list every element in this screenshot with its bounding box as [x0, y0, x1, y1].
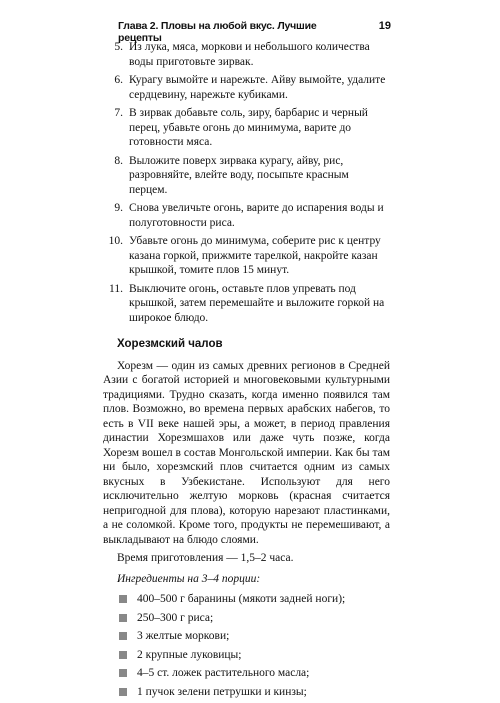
ingredient-text: 250–300 г риса;: [137, 611, 214, 624]
ingredient-item: [103, 629, 390, 644]
square-bullet-icon: [119, 651, 127, 659]
recipe-steps: [103, 40, 390, 325]
step-number: 5.: [114, 41, 123, 53]
step-text: Из лука, мяса, моркови и небольшого количества воды приготовьте зирвак.: [129, 41, 370, 68]
running-head: Глава 2. Пловы на любой вкус. Лучшие рецепты: [118, 20, 317, 44]
recipe-step: [103, 154, 390, 198]
ingredients-list: [103, 592, 390, 699]
ingredients-heading: Ингредиенты на 3–4 порции:: [117, 572, 261, 585]
ingredient-item: [103, 648, 390, 663]
recipe-step: [103, 201, 390, 230]
ingredient-item: [103, 611, 390, 626]
recipe-step: [103, 106, 390, 150]
section-paragraph: Хорезм — один из самых древних регионов в Средней Азии с богатой историей и многовековыми культурными традициями. Трудно сказать, когда именно появился там плов. Возможно, во времена первых арабских набегов, то есть в VII веке нашей эры, а может, в период правления династии Хорезмшахов или даже чуть позже, когда Хорезм вошел в состав Монгольской империи. Как бы там ни было, хорезмский плов считается одним из самых вкусных в Узбекистане. Используют для него исключительно желтую морковь (красная считается непригодной для плова), которую нарезают пластинками, а не соломкой. Кроме того, продукты не перемешивают, а выкладывают на блюдо слоями.: [103, 359, 390, 546]
step-text: Снова увеличьте огонь, варите до испарения воды и полуготовности риса.: [129, 202, 384, 229]
page-number: 19: [378, 20, 391, 32]
square-bullet-icon: [119, 595, 127, 603]
step-number: 9.: [114, 202, 123, 214]
ingredient-text: 400–500 г баранины (мякоти задней ноги);: [137, 593, 346, 605]
ingredient-text: 1 пучок зелени петрушки и кинзы;: [137, 685, 307, 698]
ingredient-item: [103, 666, 390, 681]
recipe-step: [103, 282, 390, 326]
recipe-step: [103, 40, 390, 69]
square-bullet-icon: [119, 688, 127, 696]
ingredient-item: [103, 592, 390, 607]
step-number: 7.: [114, 107, 123, 119]
square-bullet-icon: [119, 632, 127, 640]
step-text: Убавьте огонь до минимума, соберите рис к центру казана горкой, прижмите тарелкой, накройте казан крышкой, томите плов 15 минут.: [129, 235, 381, 276]
step-text: Выключите огонь, оставьте плов упревать под крышкой, затем перемешайте и выложите горкой на широкое блюдо.: [129, 282, 385, 324]
step-text: Курагу вымойте и нарежьте. Айву вымойте, удалите сердцевину, нарежьте кубиками.: [129, 74, 386, 101]
square-bullet-icon: [119, 669, 127, 677]
step-text: Выложите поверх зирвака курагу, айву, рис, разровняйте, влейте воду, посыпьте красным перцем.: [129, 154, 349, 196]
square-bullet-icon: [119, 614, 127, 622]
ingredient-text: 2 крупные луковицы;: [137, 648, 242, 661]
recipe-step: [103, 73, 390, 102]
section-title: Хорезмский чалов: [117, 338, 223, 350]
step-number: 11.: [109, 282, 123, 295]
recipe-step: [103, 234, 390, 278]
ingredient-item: [103, 685, 390, 700]
page-content: [103, 40, 390, 703]
step-number: 10.: [108, 235, 123, 247]
step-number: 8.: [114, 154, 123, 167]
step-number: 6.: [114, 74, 123, 86]
ingredient-text: 3 желтые моркови;: [137, 630, 230, 642]
cooking-time: Время приготовления — 1,5–2 часа.: [117, 552, 294, 564]
ingredient-text: 4–5 ст. ложек растительного масла;: [137, 667, 310, 679]
step-text: В зирвак добавьте соль, зиру, барбарис и черный перец, убавьте огонь до минимума, варите до готовности мяса.: [129, 107, 368, 148]
